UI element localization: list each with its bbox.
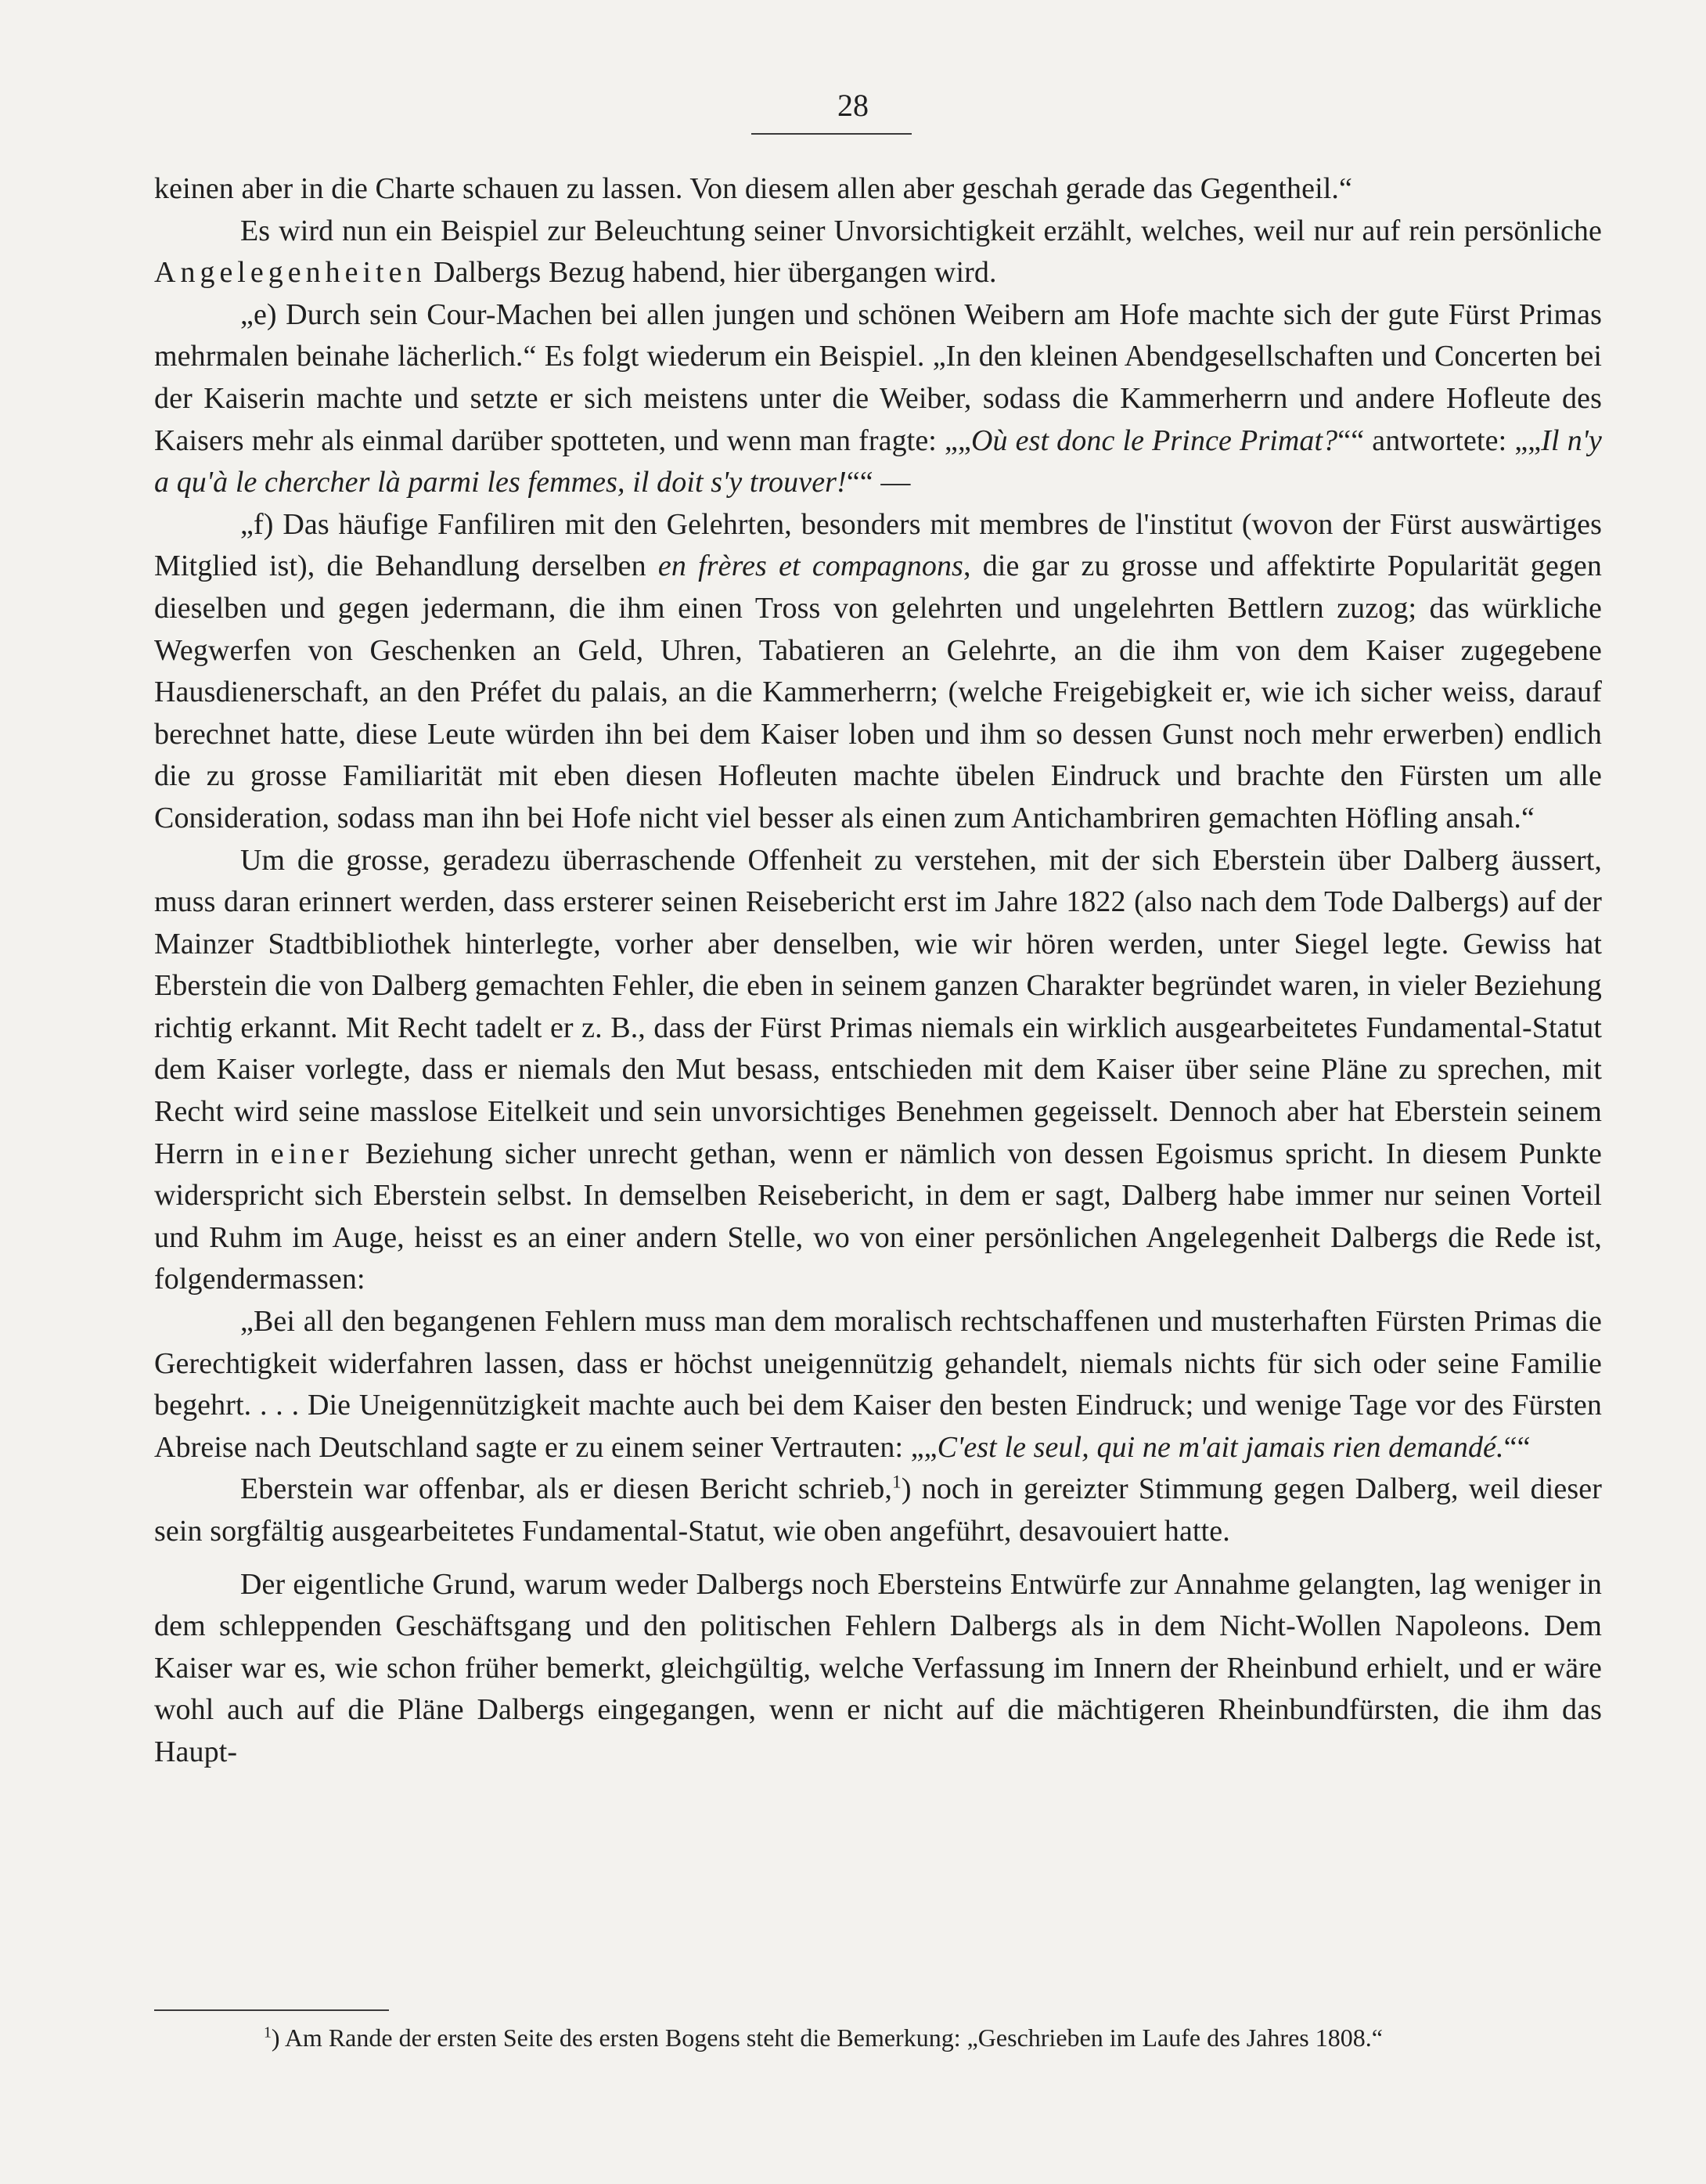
- paragraph-p2: [154, 211, 1602, 294]
- text-run: C'est le seul, qui ne m'ait jamais rien demandé.: [937, 1430, 1504, 1464]
- text-run: ““ antwortete: „„: [1337, 423, 1542, 457]
- text-run: ) noch in gereizter Stimmung gegen Dalberg, weil dieser sein sorgfältig ausgearbeitetes Fundamental-Statut, wie oben angeführt, desavouiert hatte.: [154, 1472, 1603, 1548]
- text-run: keinen aber in die Charte schauen zu lassen. Von diesem allen aber geschah gerade das Gegentheil.“: [154, 172, 1352, 205]
- paragraph-p6: [154, 1301, 1602, 1469]
- footnote: [154, 2020, 1602, 2056]
- paragraph-p3: [154, 294, 1602, 504]
- paragraph-p4: [154, 504, 1602, 840]
- text-run: einer: [270, 1137, 354, 1170]
- text-run: „e) Durch sein Cour-Machen bei allen jungen und schönen Weibern am Hofe machte sich der gute Fürst Primas mehrmalen beinahe lächerlich.“ Es folgt wiederum ein Beispiel. „In den kleinen Abendgesellschaften und Concerten bei der Kaiserin machte und setzte er sich meistens unter die Weiber, sodass die Kammerherrn und andere Hofleute des Kaisers mehr als einmal darüber spotteten, und wenn man fragte: „„: [154, 297, 1602, 457]
- text-run: Il n'y a qu'à le chercher là parmi les femmes, il doit s'y trouver!: [154, 423, 1603, 499]
- text-run: ““: [1503, 1430, 1531, 1464]
- footnote-rule: [154, 2009, 389, 2011]
- footnote-marker: 1: [264, 2024, 272, 2042]
- text-run: Beziehung sicher unrecht gethan, wenn er nämlich von dessen Egoismus spricht. In diesem Punkte widerspricht sich Eberstein selbst. In demselben Reisebericht, in dem er sagt, Dalberg habe immer nur seinen Vorteil und Ruhm im Auge, heisst es an einer andern Stelle, wo von einer persönlichen Angelegenheit Dalbergs die Rede ist, folgendermassen:: [154, 1137, 1603, 1296]
- text-run: , die gar zu grosse und affektirte Popularität gegen dieselben und gegen jedermann, die ihm einen Tross von gelehrten und ungelehrten Bettlern zuzog; das würkliche Wegwerfen von Geschenken an Geld, Uhren, Tabatieren an Gelehrte, an die ihm von dem Kaiser zugegebene Hausdienerschaft, an den Préfet du palais, an die Kammerherrn; (welche Freigebigkeit er, wie ich sicher weiss, darauf berechnet hatte, diese Leute würden ihn bei dem Kaiser loben und ihm so dessen Gunst noch mehr erwerben) endlich die zu grosse Familiarität mit eben diesen Hofleuten machte übelen Eindruck und brachte den Fürsten um alle Consideration, sodass man ihn bei Hofe nicht viel besser als einen zum Antichambriren gemachten Höfling ansah.“: [154, 550, 1602, 834]
- text-run: en frères et compagnons: [657, 550, 963, 583]
- paragraph-p1: [154, 168, 1602, 211]
- text-run: 1: [891, 1472, 902, 1493]
- text-run: „Bei all den begangenen Fehlern muss man dem moralisch rechtschaffenen und musterhaften Fürsten Primas die Gerechtigkeit widerfahren lassen, dass er höchst uneigennützig gehandelt, niemals nichts für sich oder seine Familie begehrt. . . . Die Uneigennützigkeit machte auch bei dem Kaiser den besten Eindruck; und wenige Tage vor des Fürsten Abreise nach Deutschland sagte er zu einem seiner Vertrauten: „„: [154, 1305, 1602, 1464]
- page-number-rule: [751, 133, 912, 135]
- text-run: Um die grosse, geradezu überraschende Offenheit zu verstehen, mit der sich Eberstein über Dalberg äussert, muss daran erinnert werden, dass ersterer seinen Reisebericht erst im Jahre 1822 (also nach dem Tode Dalbergs) auf der Mainzer Stadtbibliothek hinterlegte, vorher aber denselben, wie wir hören werden, unter Siegel legte. Gewiss hat Eberstein die von Dalberg gemachten Fehler, die eben in seinem ganzen Charakter begründet waren, in vieler Beziehung richtig erkannt. Mit Recht tadelt er z. B., dass der Fürst Primas niemals ein wirklich ausgearbeitetes Fundamental-Statut dem Kaiser vorlegte, dass er niemals den Mut besass, entschieden mit dem Kaiser über seine Pläne zu sprechen, mit Recht wird seine masslose Eitelkeit und sein unvorsichtiges Benehmen gegeisselt. Dennoch aber hat Eberstein seinem Herrn in: [154, 843, 1602, 1170]
- text-run: Où est donc le Prince Primat?: [970, 423, 1338, 457]
- paragraph-p5: [154, 840, 1602, 1302]
- page-number: 28: [837, 88, 869, 123]
- text-run: ““ —: [846, 466, 911, 499]
- text-run: Eberstein war offenbar, als er diesen Bericht schrieb,: [240, 1472, 892, 1506]
- text-run: Es wird nun ein Beispiel zur Beleuchtung seiner Unvorsichtigkeit erzählt, welches, weil nur auf rein persönliche: [240, 214, 1602, 247]
- paragraph-p8: [154, 1564, 1602, 1774]
- text-run: „f) Das häufige Fanfiliren mit den Gelehrten, besonders mit membres de l'institut (wovon der Fürst auswärtiges Mitglied ist), die Behandlung derselben: [154, 507, 1602, 583]
- text-run: Angelegenheiten: [154, 256, 426, 290]
- footnote-text: ) Am Rande der ersten Seite des ersten Bogens steht die Bemerkung: „Geschrieben im Laufe des Jahres 1808.“: [271, 2024, 1383, 2052]
- text-run: Der eigentliche Grund, warum weder Dalbergs noch Ebersteins Entwürfe zur Annahme gelangten, lag weniger in dem schleppenden Geschäftsgang und den politischen Fehlern Dalbergs als in dem Nicht-Wollen Napoleons. Dem Kaiser war es, wie schon früher bemerkt, gleichgültig, welche Verfassung im Innern der Rheinbund erhielt, und er wäre wohl auch auf die Pläne Dalbergs eingegangen, wenn er nicht auf die mächtigeren Rheinbundfürsten, die ihm das Haupt-: [154, 1567, 1602, 1768]
- body-text: [154, 168, 1602, 1774]
- paragraph-p7: [154, 1469, 1602, 1552]
- text-run: Dalbergs Bezug habend, hier übergangen wird.: [426, 256, 997, 290]
